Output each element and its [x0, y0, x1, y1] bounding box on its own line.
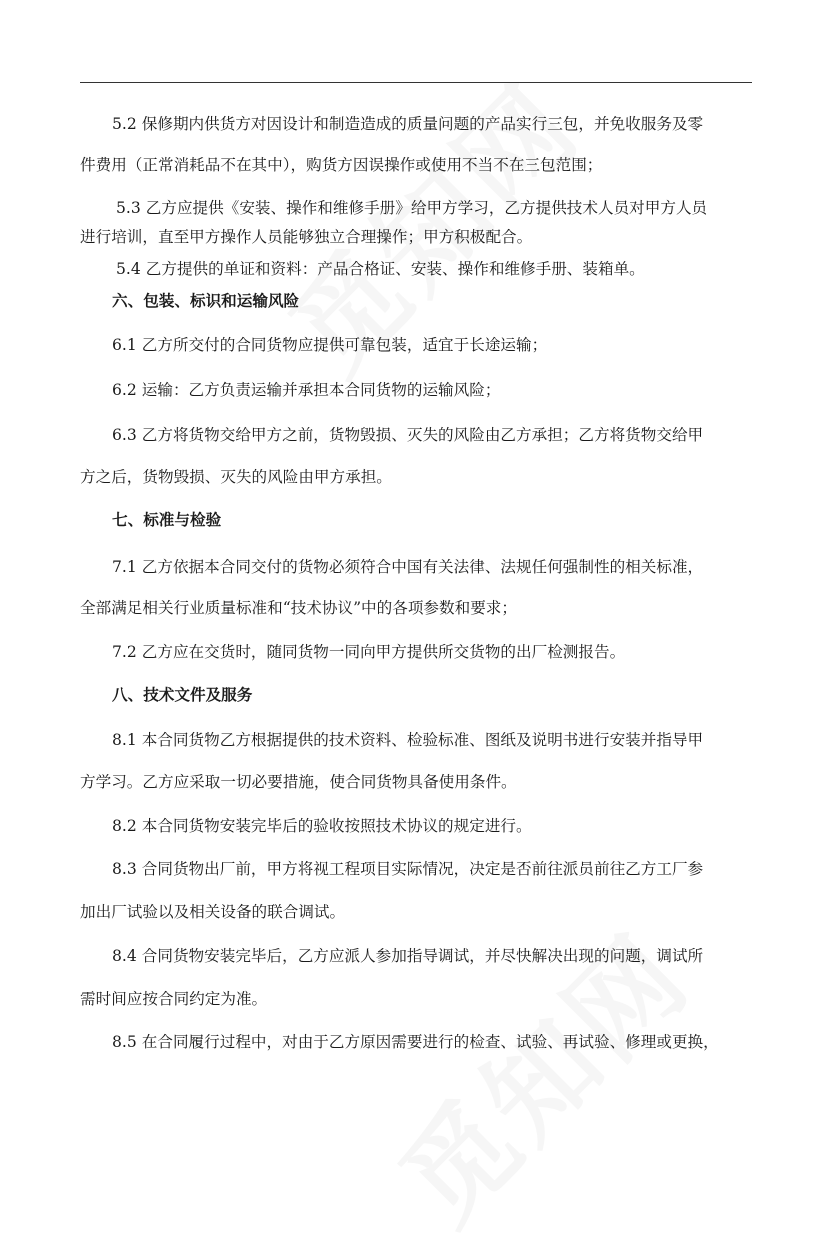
para-6-2: 6.2 运输：乙方负责运输并承担本合同货物的运输风险； [112, 381, 501, 399]
para-5-2-line-1: 5.2 保修期内供货方对因设计和制造造成的质量问题的产品实行三包，并免收服务及零 [112, 115, 704, 133]
para-8-3-line-1: 8.3 合同货物出厂前，甲方将视工程项目实际情况，决定是否前往派员前往乙方工厂参 [112, 860, 704, 878]
para-6-1: 6.1 乙方所交付的合同货物应提供可靠包装，适宜于长途运输； [112, 336, 548, 354]
para-8-4-line-2: 需时间应按合同约定为准。 [80, 990, 268, 1008]
para-5-4: 5.4 乙方提供的单证和资料：产品合格证、安装、操作和维修手册、装箱单。 [116, 260, 645, 278]
para-5-3-line-2: 进行培训，直至甲方操作人员能够独立合理操作；甲方积极配合。 [80, 228, 533, 246]
para-8-4-line-1: 8.4 合同货物安装完毕后，乙方应派人参加指导调试，并尽快解决出现的问题，调试所 [112, 947, 704, 965]
para-6-3-line-2: 方之后，货物毁损、灭失的风险由甲方承担。 [80, 468, 392, 486]
para-5-2-line-2: 件费用（正常消耗品不在其中），购货方因误操作或使用不当不在三包范围； [80, 156, 603, 174]
section-heading-6: 六、包装、标识和运输风险 [112, 291, 300, 310]
para-7-1-line-1: 7.1 乙方依据本合同交付的货物必须符合中国有关法律、法规任何强制性的相关标准， [112, 558, 704, 576]
section-heading-7: 七、标准与检验 [112, 510, 222, 529]
section-heading-8: 八、技术文件及服务 [112, 685, 253, 704]
para-5-3-line-1: 5.3 乙方应提供《安装、操作和维修手册》给甲方学习，乙方提供技术人员对甲方人员 [116, 199, 708, 217]
para-7-1-line-2: 全部满足相关行业质量标准和“技术协议”中的各项参数和要求； [80, 599, 517, 617]
para-6-3-line-1: 6.3 乙方将货物交给甲方之前，货物毁损、灭失的风险由乙方承担；乙方将货物交给甲 [112, 426, 704, 444]
para-8-1-line-2: 方学习。乙方应采取一切必要措施，使合同货物具备使用条件。 [80, 773, 517, 791]
header-rule [80, 82, 752, 83]
para-8-3-line-2: 加出厂试验以及相关设备的联合调试。 [80, 903, 346, 921]
para-8-1-line-1: 8.1 本合同货物乙方根据提供的技术资料、检验标准、图纸及说明书进行安装并指导甲 [112, 731, 704, 749]
para-8-2: 8.2 本合同货物安装完毕后的验收按照技术协议的规定进行。 [112, 817, 532, 835]
para-8-5-line-1: 8.5 在合同履行过程中，对由于乙方原因需要进行的检查、试验、再试验、修理或更换， [112, 1033, 719, 1051]
para-7-2: 7.2 乙方应在交货时，随同货物一同向甲方提供所交货物的出厂检测报告。 [112, 643, 626, 661]
